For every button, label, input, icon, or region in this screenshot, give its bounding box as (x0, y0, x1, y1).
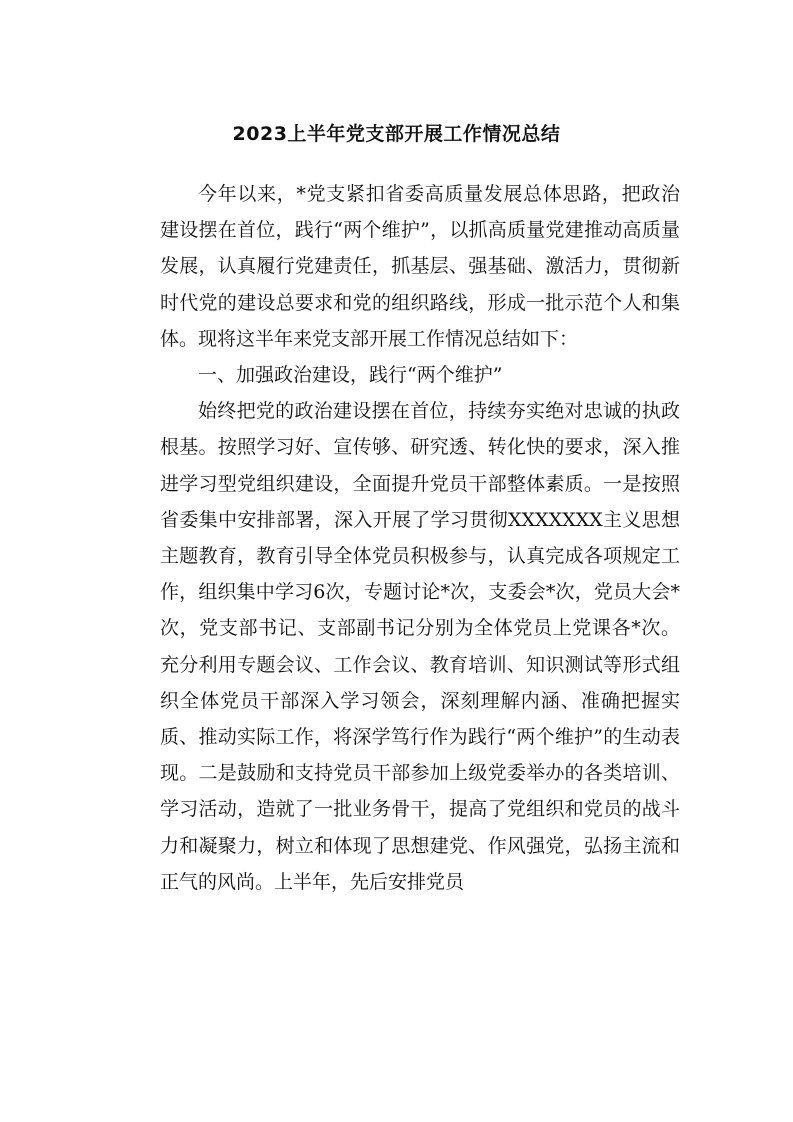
section-paragraph: 始终把党的政治建设摆在首位，持续夯实绝对忠诚的执政根基。按照学习好、宣传够、研究透、转化快的要求，深入推进学习型党组织建设，全面提升党员干部整体素质。一是按照省委集中安排部署，深入开展了学习贯彻XXXXXXX主义思想主题教育，教育引导全体党员积极参与，认真完成各项规定工作，组织集中学习6次，专题讨论*次，支委会*次，党员大会*次，党支部书记、支部副书记分别为全体党员上党课各*次。充分利用专题会议、工作会议、教育培训、知识测试等形式组织全体党员干部深入学习领会，深刻理解内涵、准确把握实质、推动实际工作，将深学笃行作为践行“两个维护”的生动表现。二是鼓励和支持党员干部参加上级党委举办的各类培训、学习活动，造就了一批业务骨干，提高了党组织和党员的战斗力和凝聚力，树立和体现了思想建党、作风强党，弘扬主流和正气的风尚。上半年，先后安排党员 (160, 400, 680, 893)
document-title: 2023上半年党支部开展工作情况总结 (232, 123, 561, 145)
section-heading: 一、加强政治建设，践行“两个维护” (198, 364, 503, 387)
intro-paragraph: 今年以来，*党支紧扣省委高质量发展总体思路，把政治建设摆在首位，践行“两个维护”，以抓高质量党建推动高质量发展，认真履行党建责任，抓基层、强基础、激活力，贯彻新时代党的建设总要求和党的组织路线，形成一批示范个人和集体。现将这半年来党支部开展工作情况总结如下： (160, 183, 680, 350)
document-body (160, 176, 680, 900)
